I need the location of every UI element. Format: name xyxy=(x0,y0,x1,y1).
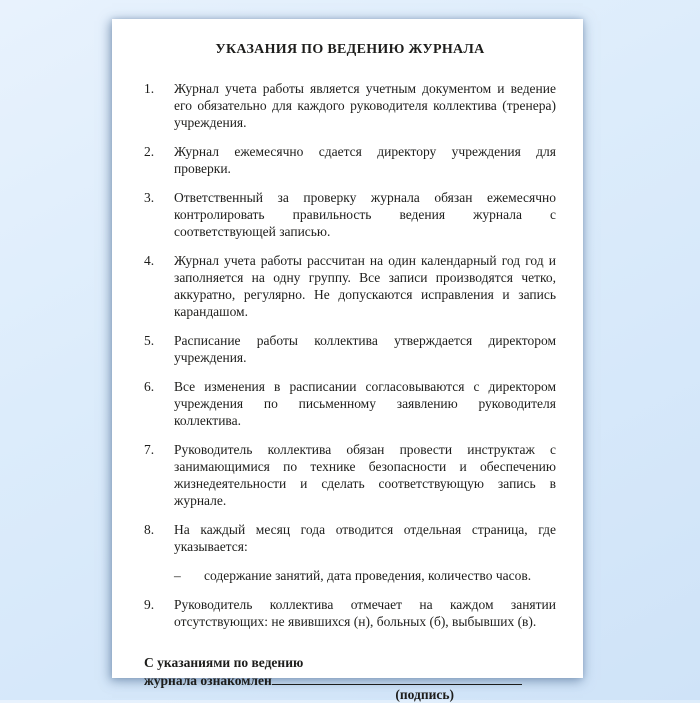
item-text: Расписание работы коллектива утверждается директором учреждения. xyxy=(174,333,556,365)
list-item xyxy=(144,441,556,509)
signature-block xyxy=(144,654,556,702)
item-number: 5. xyxy=(144,333,155,348)
item-text: Журнал учета работы является учетным документом и ведение его обязательно для каждого руководителя коллектива (тренера) учреждения. xyxy=(174,81,556,130)
item-number: 4. xyxy=(144,253,155,268)
list-item xyxy=(144,596,556,630)
item-number: 2. xyxy=(144,144,155,159)
list-item xyxy=(144,378,556,429)
list-item xyxy=(144,252,556,320)
document-title: УКАЗАНИЯ ПО ВЕДЕНИЮ ЖУРНАЛА xyxy=(215,42,485,57)
item-text: Журнал ежемесячно сдается директору учреждения для проверки. xyxy=(174,144,556,176)
item-text: Журнал учета работы рассчитан на один календарный год год и заполняется на одну группу. Все записи производятся четко, аккуратно, регулярно. Не допускаются исправления и запись карандашом. xyxy=(174,253,556,319)
item-text: Руководитель коллектива отмечает на каждом занятии отсутствующих: не явившихся (н), больных (б), выбывших (в). xyxy=(174,597,556,629)
sub-item-text: содержание занятий, дата проведения, количество часов. xyxy=(204,568,532,583)
item-text: Все изменения в расписании согласовываются с директором учреждения по письменному заявлению руководителя коллектива. xyxy=(174,379,556,428)
signature-line1: С указаниями по ведению xyxy=(144,655,304,670)
item-number: 8. xyxy=(144,522,155,537)
instructions-list xyxy=(144,80,556,630)
signature-blank-line xyxy=(272,671,522,702)
item-number: 1. xyxy=(144,81,155,96)
signature-line2-label: журнала ознакомлен xyxy=(144,673,272,688)
item-text: Ответственный за проверку журнала обязан ежемесячно контролировать правильность ведения журнала с соответствующей записью. xyxy=(174,190,556,239)
item-number: 7. xyxy=(144,442,155,457)
dash-marker: – xyxy=(174,568,181,583)
list-item xyxy=(144,189,556,240)
signature-caption: (подпись) xyxy=(395,687,455,702)
sub-list-item xyxy=(174,567,556,584)
signature-row xyxy=(144,671,556,702)
item-number: 6. xyxy=(144,379,155,394)
list-item xyxy=(144,521,556,584)
document-page xyxy=(112,19,583,702)
item-number: 9. xyxy=(144,597,155,612)
item-number: 3. xyxy=(144,190,155,205)
item-text: Руководитель коллектива обязан провести инструктаж с занимающимися по технике безопасности и обеспечению жизнедеятельности и сделать соответствующую запись в журнале. xyxy=(174,442,556,508)
list-item xyxy=(144,143,556,177)
item-text: На каждый месяц года отводится отдельная страница, где указывается: xyxy=(174,522,556,554)
list-item xyxy=(144,332,556,366)
list-item xyxy=(144,80,556,131)
